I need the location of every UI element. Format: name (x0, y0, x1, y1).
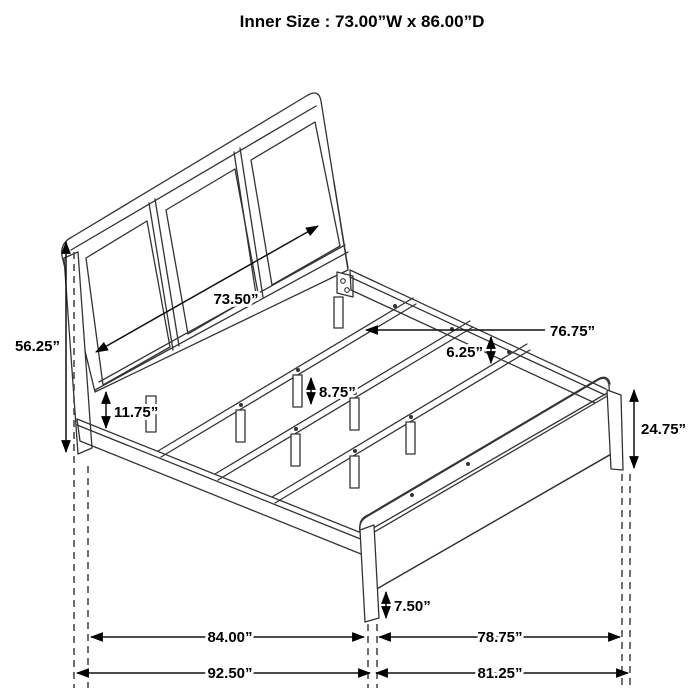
dim-label-footboard-leg: 7.50” (394, 598, 431, 615)
slat-leg (350, 398, 359, 430)
dimension-foot-inner-length (379, 629, 620, 646)
dim-label-slat-leg-height: 8.75” (319, 384, 356, 401)
dimension-inner-frame-length (91, 629, 364, 646)
headboard-support-leg-far (334, 297, 343, 328)
dimension-footboard-leg (386, 592, 431, 618)
inner-size-title: Inner Size : 73.00”W x 86.00”D (239, 12, 485, 31)
dim-label-under-rail-clearance: 11.75” (114, 404, 159, 421)
dimension-foot-overall-length (376, 665, 628, 682)
slat-leg (236, 410, 245, 442)
dim-label-headboard-width: 73.50” (213, 291, 259, 308)
dim-label-inner-frame-length: 84.00” (207, 629, 253, 646)
side-rail-near (77, 419, 366, 556)
bed-line-art (62, 93, 623, 622)
dimension-slat-gap (446, 337, 491, 363)
footboard-far-post (607, 390, 623, 470)
slat-leg (293, 375, 302, 407)
dim-label-footboard-height: 24.75” (641, 421, 687, 438)
dim-label-foot-inner-length: 78.75” (477, 629, 523, 646)
dim-label-side-rail-length: 76.75” (550, 323, 596, 340)
dimension-overall-length (77, 665, 370, 682)
dim-label-slat-gap: 6.25” (446, 344, 483, 361)
dim-label-overall-length: 92.50” (207, 665, 253, 682)
dimension-slat-leg-height (311, 378, 356, 404)
slat-leg (406, 422, 415, 454)
footboard (360, 377, 623, 622)
dim-label-headboard-height: 56.25” (14, 338, 60, 355)
slat-leg (291, 434, 300, 466)
dimension-headboard-height (15, 242, 66, 452)
slat-leg (350, 456, 359, 488)
dim-label-foot-overall-length: 81.25” (477, 665, 523, 682)
dimension-footboard-height (634, 390, 686, 468)
